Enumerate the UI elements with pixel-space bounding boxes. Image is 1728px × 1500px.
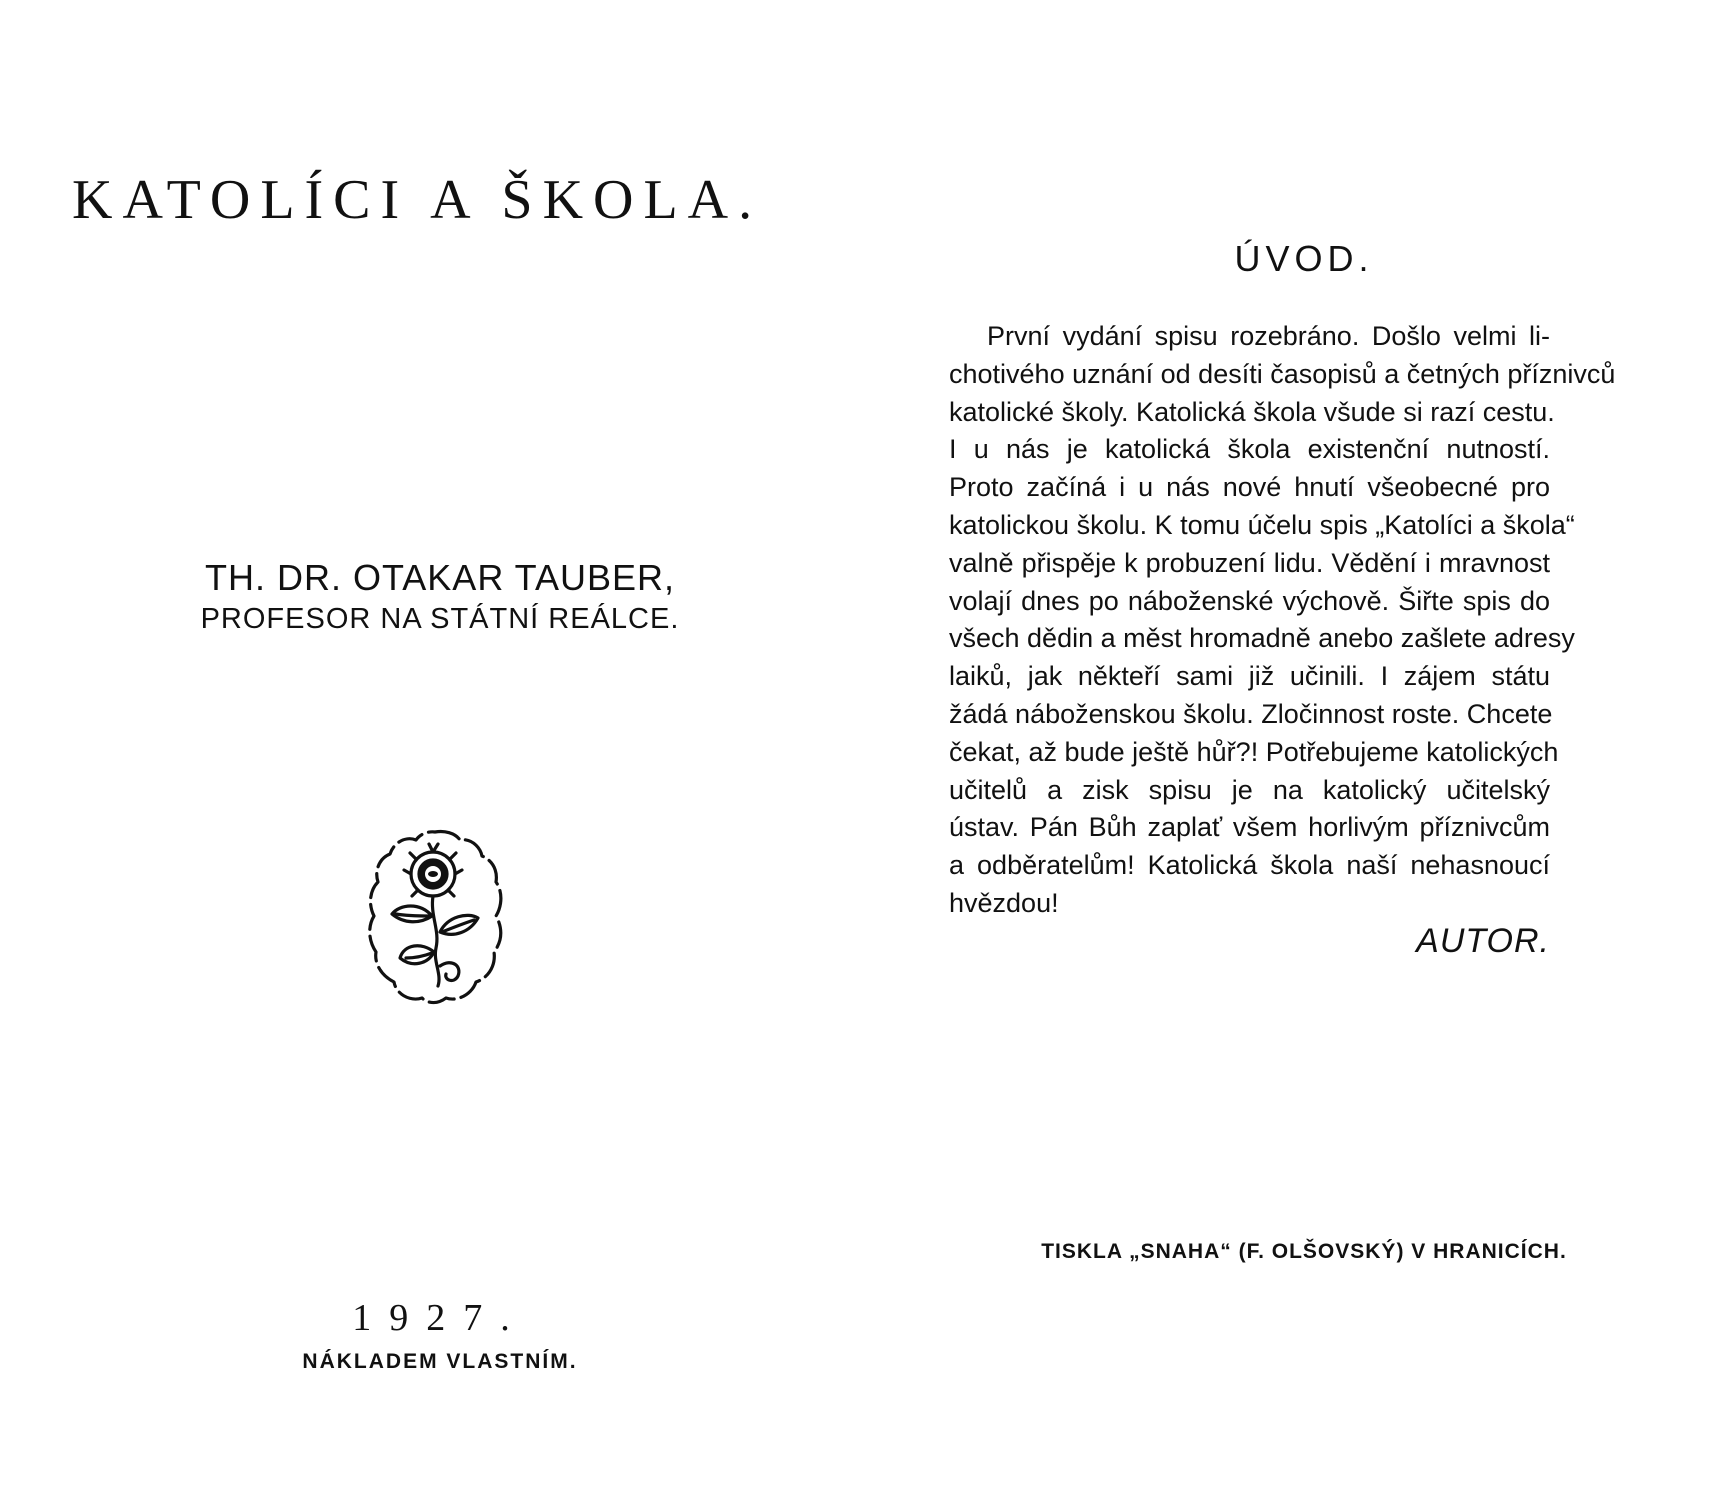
text-line: hvězdou! (949, 887, 1059, 918)
intro-page (880, 0, 1728, 1500)
text-line: Proto začíná i u nás nové hnutí všeobecné pro (949, 472, 1550, 503)
text-line: chotivého uznání od desíti časopisů a četných příznivců (949, 358, 1616, 389)
intro-heading: ÚVOD. (1234, 238, 1374, 279)
intro-signature: AUTOR. (1416, 922, 1550, 960)
text-line: všech dědin a měst hromadně anebo zašlete adresy (949, 623, 1575, 654)
text-line: I u nás je katolická škola existenční nutností. (949, 434, 1550, 465)
publication-year: 1927. (352, 1297, 528, 1339)
text-line: a odběratelům! Katolická škola naší nehasnoucí (949, 850, 1550, 881)
flower-ornament-icon (366, 826, 504, 1006)
text-line: katolické školy. Katolická škola všude si razí cestu. (949, 396, 1555, 427)
author-name: TH. DR. OTAKAR TAUBER, (204, 557, 676, 598)
text-line: valně přispěje k probuzení lidu. Vědění i mravnost (949, 547, 1550, 578)
text-line: První vydání spisu rozebráno. Došlo velmi li- (987, 321, 1550, 351)
text-line: žádá náboženskou školu. Zločinnost roste. Chcete (949, 698, 1553, 729)
intro-paragraph (949, 318, 1616, 923)
text-line: čekat, až bude ještě hůř?! Potřebujeme katolických (949, 736, 1559, 767)
author-block (0, 556, 880, 638)
printer-note: TISKLA „SNAHA“ (F. OLŠOVSKÝ) V HRANICÍCH. (1041, 1240, 1567, 1263)
book-title: KATOLÍCI A ŠKOLA. (72, 169, 763, 231)
author-role: PROFESOR NA STÁTNÍ REÁLCE. (200, 603, 680, 635)
text-line: laiků, jak někteří sami již učinili. I zájem státu (949, 661, 1550, 692)
publisher-note: NÁKLADEM VLASTNÍM. (302, 1350, 578, 1373)
text-line: ústav. Pán Bůh zaplať všem horlivým příznivcům (949, 812, 1550, 843)
text-line: katolickou školu. K tomu účelu spis „Katolíci a škola“ (949, 509, 1575, 540)
text-line: učitelů a zisk spisu je na katolický učitelský (949, 774, 1550, 805)
text-line: volají dnes po náboženské výchově. Šiřte spis do (949, 585, 1550, 616)
